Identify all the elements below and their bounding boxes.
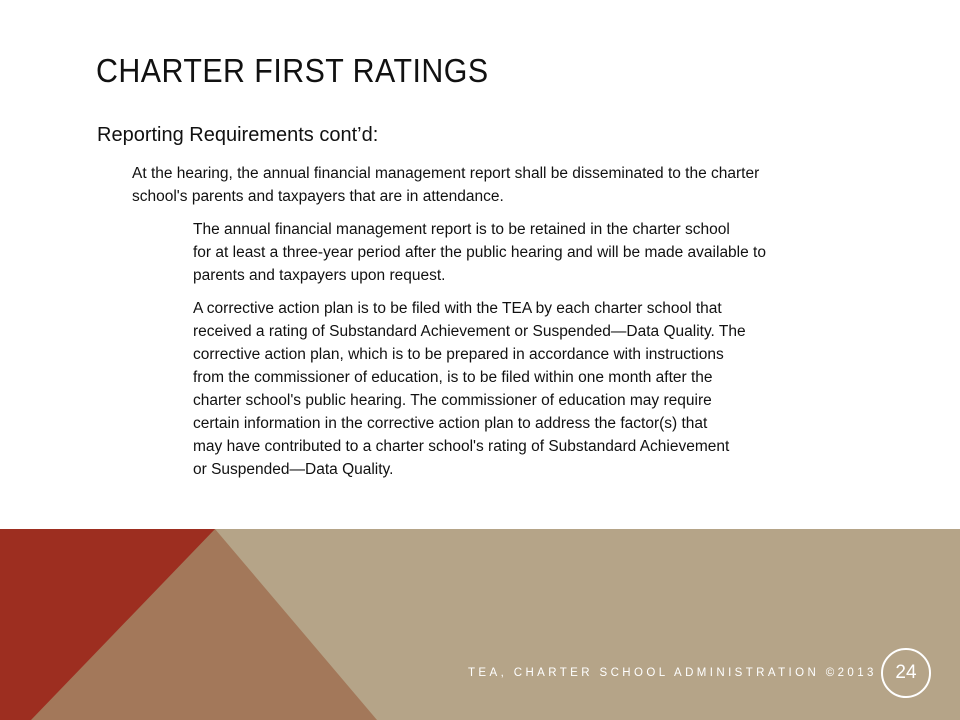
paragraph-line: parents and taxpayers upon request. xyxy=(193,267,446,284)
paragraph-line: charter school's public hearing. The commissioner of education may require xyxy=(193,392,712,409)
paragraph-line: A corrective action plan is to be filed with the TEA by each charter school that xyxy=(193,300,722,317)
paragraph-line: corrective action plan, which is to be prepared in accordance with instructions xyxy=(193,346,724,363)
paragraph-line: from the commissioner of education, is to be filed within one month after the xyxy=(193,369,713,386)
paragraph-line: school's parents and taxpayers that are in attendance. xyxy=(132,188,504,205)
paragraph-line: for at least a three-year period after the public hearing and will be made available to xyxy=(193,244,766,261)
paragraph-line: or Suspended—Data Quality. xyxy=(193,461,394,478)
paragraph-hearing xyxy=(132,162,882,208)
paragraph-line: The annual financial management report is to be retained in the charter school xyxy=(193,221,730,238)
footer-text: TEA, CHARTER SCHOOL ADMINISTRATION ©2013 xyxy=(468,667,877,679)
paragraph-line: received a rating of Substandard Achievement or Suspended—Data Quality. The xyxy=(193,323,746,340)
slide-title: CHARTER FIRST RATINGS xyxy=(96,52,489,89)
paragraph-retention xyxy=(193,218,883,287)
page-number: 24 xyxy=(895,662,917,683)
paragraph-line: may have contributed to a charter school's rating of Substandard Achievement xyxy=(193,438,730,455)
subheading: Reporting Requirements cont’d: xyxy=(97,124,379,146)
paragraph-line: certain information in the corrective action plan to address the factor(s) that xyxy=(193,415,708,432)
paragraph-corrective-action xyxy=(193,297,883,481)
page-number-badge xyxy=(881,648,931,698)
footer-decoration xyxy=(0,529,960,720)
paragraph-line: At the hearing, the annual financial management report shall be disseminated to the charter xyxy=(132,165,760,182)
